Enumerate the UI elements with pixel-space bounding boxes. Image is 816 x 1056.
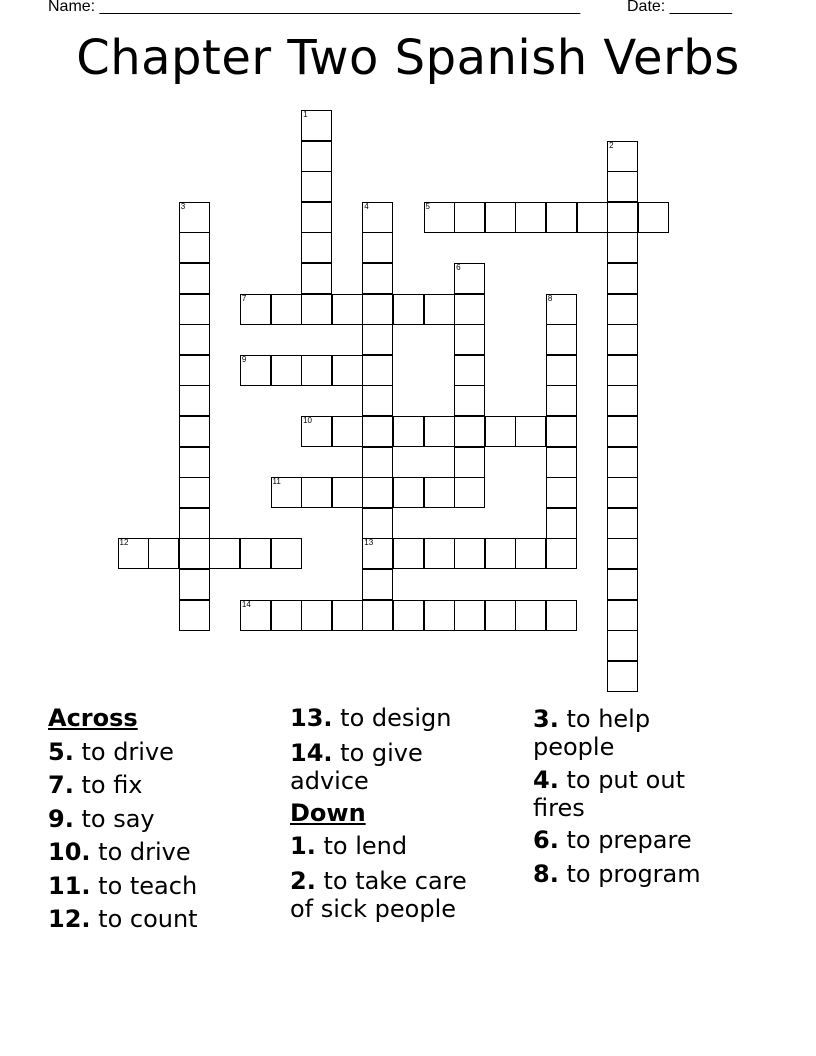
crossword-cell[interactable] bbox=[209, 538, 240, 569]
crossword-cell[interactable] bbox=[301, 141, 332, 172]
crossword-cell[interactable] bbox=[485, 202, 516, 233]
crossword-cell[interactable] bbox=[515, 202, 546, 233]
clue-text: to lend bbox=[323, 832, 408, 860]
clue-number: 5. bbox=[48, 737, 74, 766]
crossword-cell[interactable] bbox=[393, 294, 424, 325]
date-field-line: Date: _______ bbox=[627, 0, 732, 15]
crossword-cell[interactable] bbox=[332, 294, 363, 325]
crossword-cell[interactable] bbox=[179, 508, 210, 539]
crossword-cell[interactable] bbox=[546, 202, 577, 233]
crossword-cell[interactable] bbox=[454, 263, 485, 294]
crossword-cell[interactable] bbox=[485, 600, 516, 631]
crossword-cell[interactable] bbox=[179, 355, 210, 386]
crossword-cell[interactable] bbox=[362, 385, 393, 416]
clue-down-3 bbox=[533, 702, 673, 763]
crossword-cell[interactable] bbox=[424, 538, 455, 569]
crossword-cell[interactable] bbox=[179, 385, 210, 416]
crossword-cell[interactable] bbox=[638, 202, 669, 233]
clue-number: 10. bbox=[48, 838, 91, 866]
clue-number: 9. bbox=[48, 804, 74, 833]
clue-number: 2. bbox=[290, 866, 316, 895]
crossword-cell[interactable] bbox=[607, 538, 638, 569]
crossword-cell[interactable] bbox=[271, 600, 302, 631]
crossword-cell[interactable] bbox=[362, 355, 393, 386]
cell-number: 14 bbox=[241, 599, 251, 609]
crossword-cell[interactable] bbox=[179, 600, 210, 631]
crossword-cell[interactable] bbox=[362, 324, 393, 355]
clue-number: 13. bbox=[290, 704, 333, 732]
crossword-cell[interactable] bbox=[546, 508, 577, 539]
crossword-cell[interactable] bbox=[118, 538, 149, 569]
crossword-cell[interactable] bbox=[607, 569, 638, 600]
clue-down-2 bbox=[290, 864, 490, 925]
crossword-cell[interactable] bbox=[301, 355, 332, 386]
crossword-cell[interactable] bbox=[515, 600, 546, 631]
clue-text: to give advice bbox=[290, 738, 423, 795]
clue-number: 6. bbox=[533, 826, 559, 854]
clue-number: 12. bbox=[48, 905, 91, 933]
crossword-cell[interactable] bbox=[607, 477, 638, 508]
crossword-cell[interactable] bbox=[332, 600, 363, 631]
crossword-cell[interactable] bbox=[454, 324, 485, 355]
clue-text: to help people bbox=[533, 705, 651, 761]
crossword-cell[interactable] bbox=[607, 385, 638, 416]
cell-number: 3 bbox=[180, 201, 186, 211]
crossword-cell[interactable] bbox=[240, 355, 271, 386]
cell-number: 8 bbox=[547, 293, 553, 303]
crossword-cell[interactable] bbox=[332, 355, 363, 386]
crossword-cell[interactable] bbox=[301, 600, 332, 631]
cell-number: 2 bbox=[609, 140, 614, 150]
crossword-cell[interactable] bbox=[424, 202, 455, 233]
crossword-cell[interactable] bbox=[454, 202, 485, 233]
crossword-cell[interactable] bbox=[454, 447, 485, 478]
crossword-cell[interactable] bbox=[424, 600, 455, 631]
crossword-cell[interactable] bbox=[362, 538, 393, 569]
clue-across-9 bbox=[48, 803, 278, 837]
crossword-cell[interactable] bbox=[424, 294, 455, 325]
crossword-cell[interactable] bbox=[271, 477, 302, 508]
crossword-cell[interactable] bbox=[240, 538, 271, 569]
across-heading: Across bbox=[48, 704, 138, 732]
crossword-cell[interactable] bbox=[362, 263, 393, 294]
crossword-cell[interactable] bbox=[485, 416, 516, 447]
crossword-cell[interactable] bbox=[546, 477, 577, 508]
crossword-cell[interactable] bbox=[179, 477, 210, 508]
cell-number: 1 bbox=[303, 110, 308, 119]
crossword-cell[interactable] bbox=[179, 263, 210, 294]
crossword-cell[interactable] bbox=[546, 294, 577, 325]
clues-column-2 bbox=[290, 702, 520, 925]
clue-number: 1. bbox=[290, 832, 316, 860]
crossword-cell[interactable] bbox=[607, 263, 638, 294]
crossword-cell[interactable] bbox=[607, 416, 638, 447]
crossword-cell[interactable] bbox=[393, 538, 424, 569]
crossword-cell[interactable] bbox=[546, 355, 577, 386]
clue-down-1 bbox=[290, 830, 520, 864]
crossword-cell[interactable] bbox=[454, 355, 485, 386]
crossword-cell[interactable] bbox=[332, 477, 363, 508]
crossword-cell[interactable] bbox=[179, 202, 210, 233]
crossword-cell[interactable] bbox=[362, 294, 393, 325]
crossword-cell[interactable] bbox=[362, 232, 393, 263]
crossword-cell[interactable] bbox=[454, 416, 485, 447]
crossword-cell[interactable] bbox=[607, 661, 638, 692]
clue-number: 7. bbox=[48, 771, 74, 799]
clue-across-14 bbox=[290, 736, 440, 797]
crossword-cell[interactable] bbox=[607, 355, 638, 386]
crossword-cell[interactable] bbox=[179, 324, 210, 355]
crossword-cell[interactable] bbox=[271, 538, 302, 569]
crossword-cell[interactable] bbox=[515, 416, 546, 447]
cell-number: 10 bbox=[303, 416, 312, 425]
clue-text: to design bbox=[340, 704, 452, 732]
crossword-cell[interactable] bbox=[546, 324, 577, 355]
crossword-cell[interactable] bbox=[393, 600, 424, 631]
crossword-cell[interactable] bbox=[240, 600, 271, 631]
clue-text: to put out fires bbox=[533, 766, 685, 822]
crossword-cell[interactable] bbox=[271, 355, 302, 386]
crossword-cell[interactable] bbox=[179, 569, 210, 600]
cell-number: 12 bbox=[119, 538, 129, 548]
name-field-line: Name: ______________________________________________________ bbox=[48, 0, 581, 15]
clue-across-7 bbox=[48, 769, 278, 803]
crossword-cell[interactable] bbox=[179, 416, 210, 447]
crossword-cell[interactable] bbox=[546, 538, 577, 569]
clue-number: 3. bbox=[533, 705, 559, 733]
clue-text: to drive bbox=[81, 737, 174, 766]
crossword-cell[interactable] bbox=[454, 385, 485, 416]
crossword-cell[interactable] bbox=[607, 600, 638, 631]
crossword-cell[interactable] bbox=[362, 600, 393, 631]
clue-text: to teach bbox=[98, 871, 198, 900]
cell-number: 13 bbox=[364, 538, 374, 548]
crossword-cell[interactable] bbox=[179, 232, 210, 263]
crossword-cell[interactable] bbox=[607, 447, 638, 478]
crossword-cell[interactable] bbox=[301, 202, 332, 233]
cell-number: 9 bbox=[241, 354, 247, 364]
crossword-cell[interactable] bbox=[179, 294, 210, 325]
cell-number: 6 bbox=[456, 263, 461, 272]
clue-across-10 bbox=[48, 836, 278, 870]
clue-text: to prepare bbox=[566, 826, 692, 854]
crossword-cell[interactable] bbox=[607, 202, 638, 233]
crossword-cell[interactable] bbox=[546, 385, 577, 416]
clue-across-13 bbox=[290, 702, 520, 736]
crossword-cell[interactable] bbox=[546, 416, 577, 447]
crossword-cell[interactable] bbox=[362, 569, 393, 600]
crossword-cell[interactable] bbox=[240, 294, 271, 325]
crossword-cell[interactable] bbox=[485, 538, 516, 569]
crossword-cell[interactable] bbox=[362, 202, 393, 233]
crossword-cell[interactable] bbox=[271, 294, 302, 325]
clue-text: to fix bbox=[81, 771, 143, 799]
crossword-cell[interactable] bbox=[607, 508, 638, 539]
crossword-cell[interactable] bbox=[301, 263, 332, 294]
crossword-cell[interactable] bbox=[301, 171, 332, 202]
crossword-cell[interactable] bbox=[424, 477, 455, 508]
crossword-cell[interactable] bbox=[454, 294, 485, 325]
cell-number: 5 bbox=[425, 201, 430, 211]
clue-number: 14. bbox=[290, 738, 333, 767]
cell-number: 7 bbox=[241, 293, 247, 303]
crossword-cell[interactable] bbox=[546, 447, 577, 478]
crossword-cell[interactable] bbox=[577, 202, 608, 233]
clue-number: 11. bbox=[48, 871, 91, 900]
clue-down-8 bbox=[533, 858, 733, 892]
crossword-cell[interactable] bbox=[393, 477, 424, 508]
clue-down-6 bbox=[533, 824, 733, 858]
crossword-cell[interactable] bbox=[607, 171, 638, 202]
crossword-cell[interactable] bbox=[362, 416, 393, 447]
crossword-cell[interactable] bbox=[301, 110, 332, 141]
clue-text: to program bbox=[566, 859, 701, 888]
crossword-cell[interactable] bbox=[607, 141, 638, 172]
crossword-cell[interactable] bbox=[362, 447, 393, 478]
clue-number: 4. bbox=[533, 766, 559, 794]
crossword-cell[interactable] bbox=[607, 232, 638, 263]
crossword-cell[interactable] bbox=[301, 416, 332, 447]
clue-across-12 bbox=[48, 903, 278, 937]
crossword-cell[interactable] bbox=[607, 630, 638, 661]
clue-across-11 bbox=[48, 870, 278, 904]
clue-text: to drive bbox=[98, 838, 191, 866]
crossword-cell[interactable] bbox=[454, 538, 485, 569]
crossword-cell[interactable] bbox=[607, 294, 638, 325]
cell-number: 11 bbox=[272, 477, 281, 487]
crossword-cell[interactable] bbox=[454, 477, 485, 508]
crossword-cell[interactable] bbox=[301, 294, 332, 325]
crossword-cell[interactable] bbox=[301, 477, 332, 508]
crossword-cell[interactable] bbox=[148, 538, 179, 569]
crossword-cell[interactable] bbox=[393, 416, 424, 447]
crossword-cell[interactable] bbox=[301, 232, 332, 263]
crossword-cell[interactable] bbox=[179, 447, 210, 478]
clue-text: to take care of sick people bbox=[290, 866, 467, 923]
clues-column-3 bbox=[533, 702, 733, 891]
clue-text: to count bbox=[98, 905, 198, 933]
crossword-cell[interactable] bbox=[607, 324, 638, 355]
down-heading: Down bbox=[290, 798, 366, 827]
crossword-cell[interactable] bbox=[424, 416, 455, 447]
clues-column-1 bbox=[48, 702, 278, 937]
clue-down-4 bbox=[533, 763, 708, 824]
page-title: Chapter Two Spanish Verbs bbox=[76, 30, 740, 86]
crossword-cell[interactable] bbox=[362, 477, 393, 508]
crossword-cell[interactable] bbox=[179, 538, 210, 569]
clue-text: to say bbox=[81, 804, 155, 833]
clue-across-5 bbox=[48, 736, 278, 770]
clue-number: 8. bbox=[533, 859, 559, 888]
crossword-cell[interactable] bbox=[546, 600, 577, 631]
crossword-cell[interactable] bbox=[362, 508, 393, 539]
cell-number: 4 bbox=[364, 201, 369, 211]
crossword-cell[interactable] bbox=[332, 416, 363, 447]
crossword-cell[interactable] bbox=[515, 538, 546, 569]
crossword-cell[interactable] bbox=[454, 600, 485, 631]
